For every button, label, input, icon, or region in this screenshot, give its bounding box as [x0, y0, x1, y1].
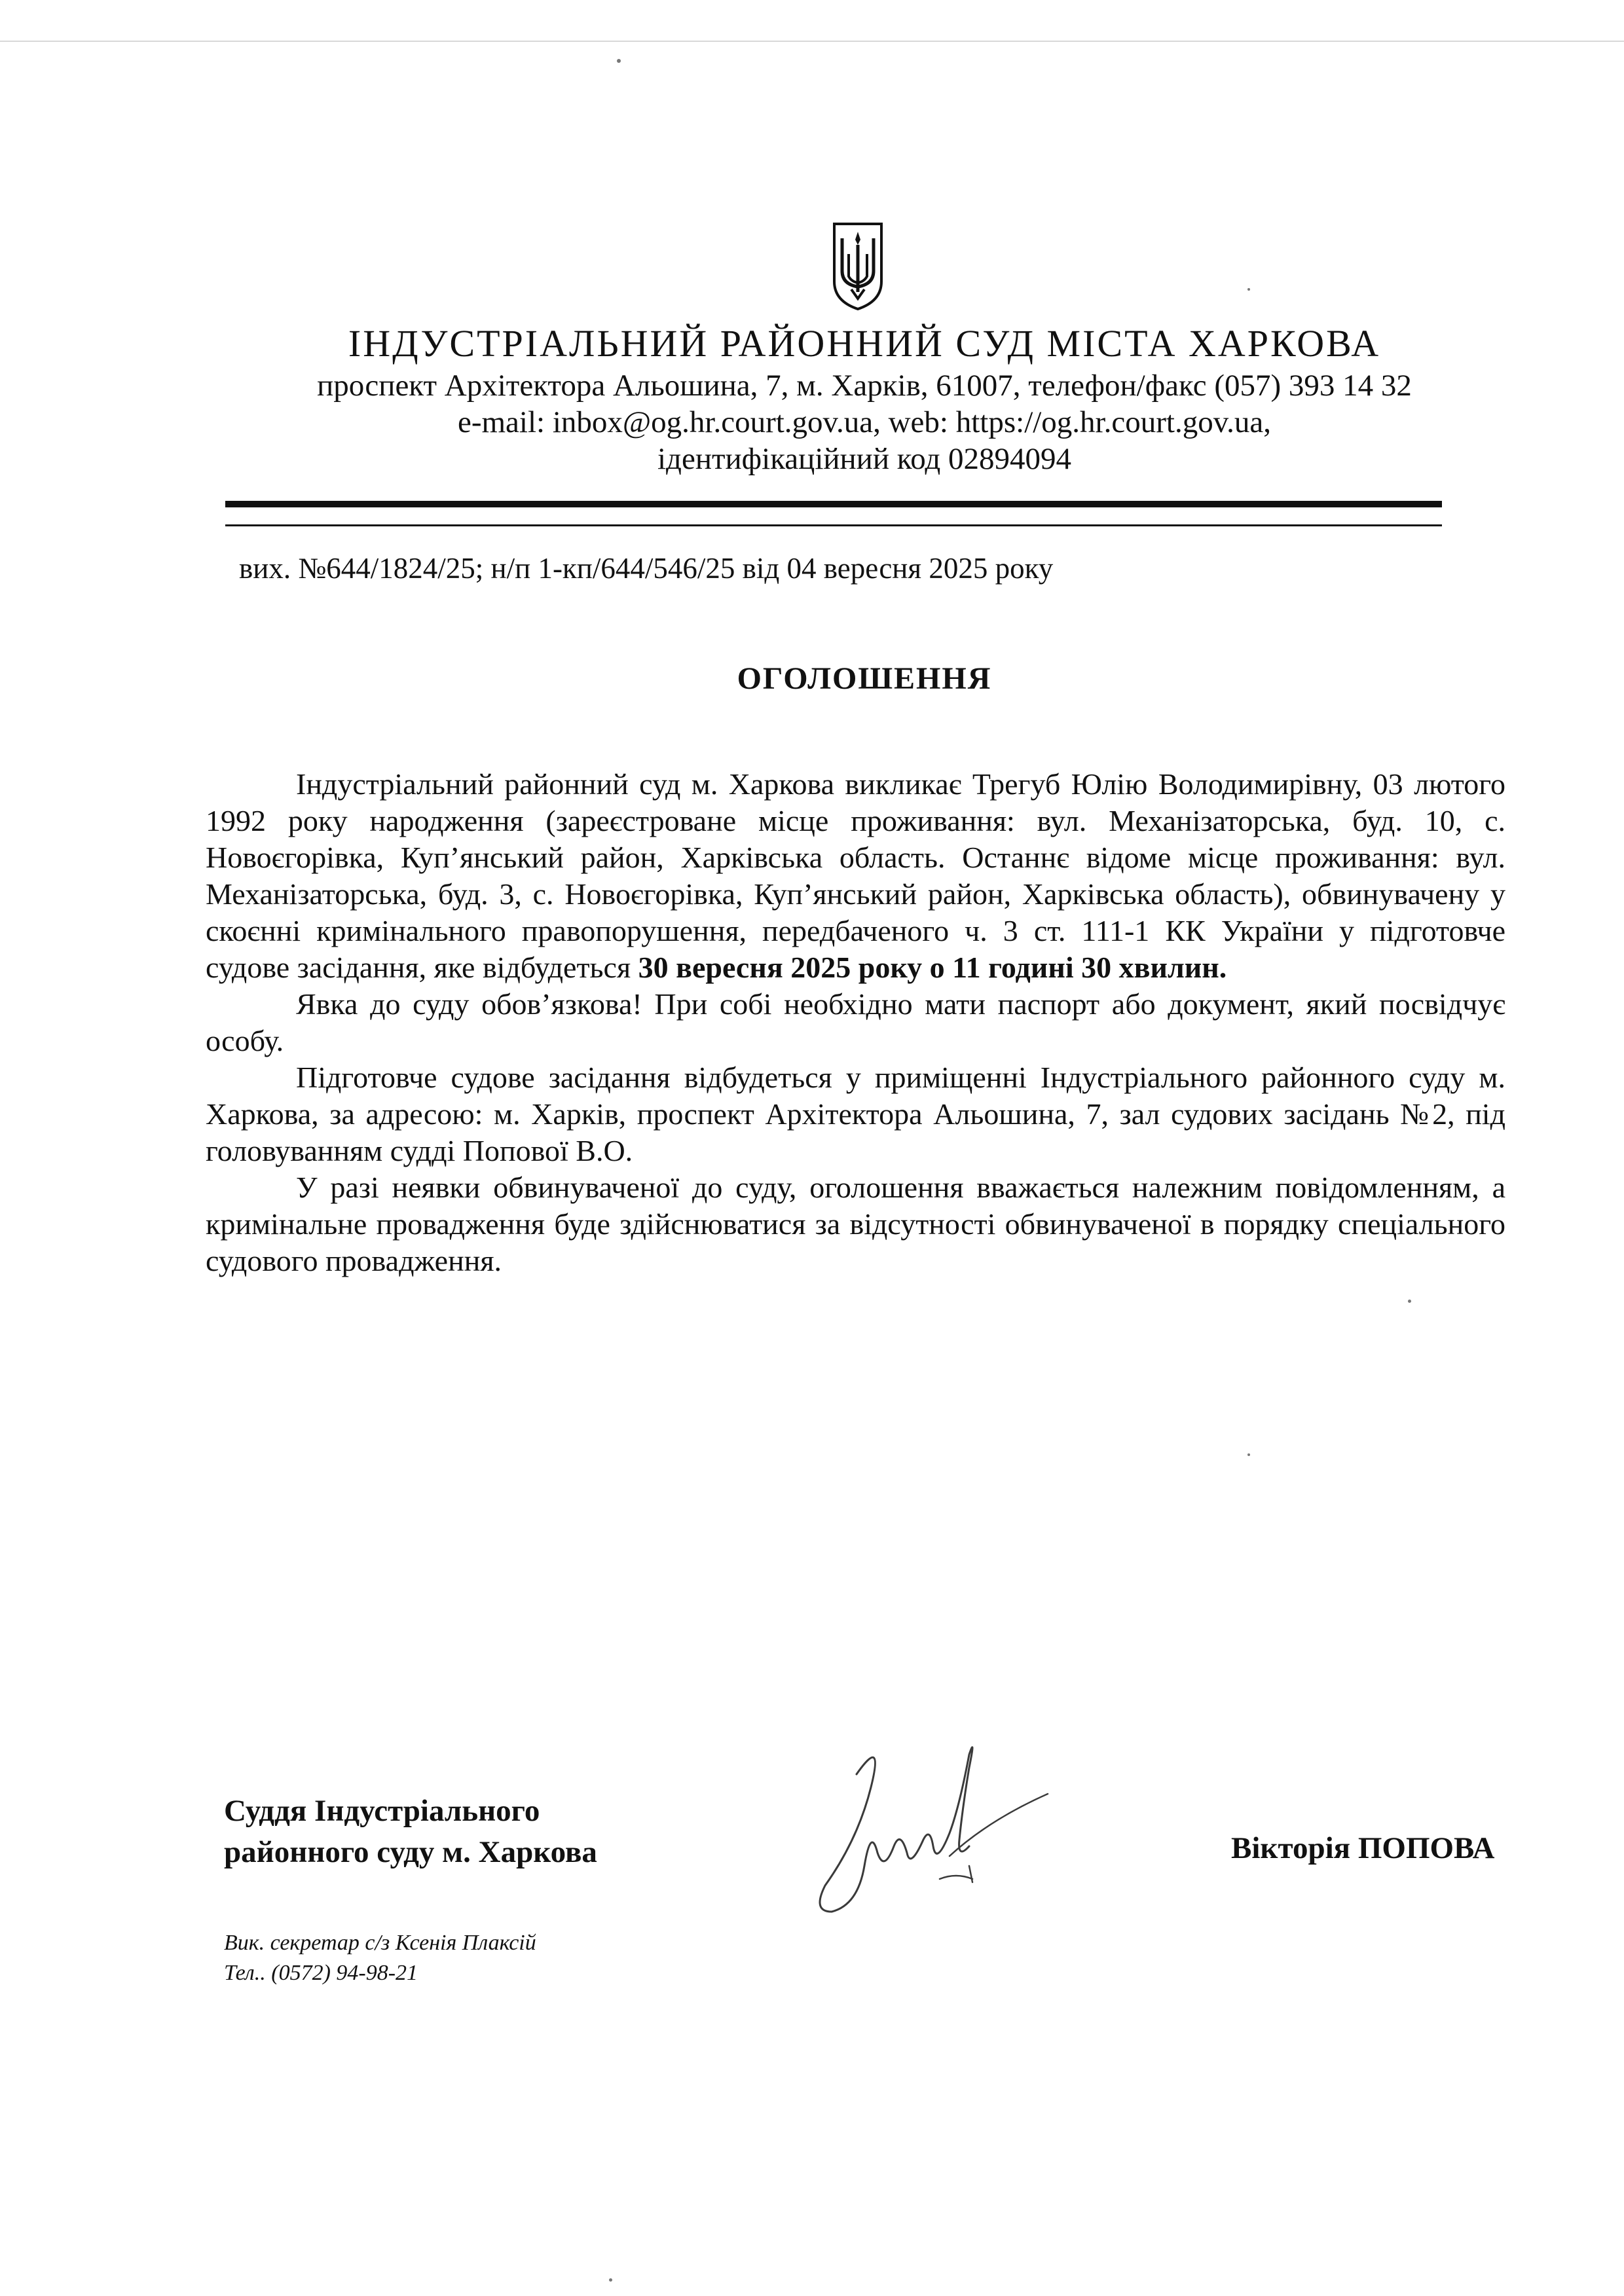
executor-phone: Тел.. (0572) 94-98-21: [224, 1961, 418, 1985]
header-divider-thick: [225, 501, 1442, 507]
summons-text: Індустріальний районний суд м. Харкова викликає Трегуб Юлію Володимирівну, 03 лютого 1992 року народження (зареєстроване місце проживання: вул. Механізаторська, буд. 10, с. Новоєгорівка, Куп’янський район, Харківська область. Останнє відоме місце проживання: вул. Механізаторська, буд. 3, с. Новоєгорівка, Куп’янський район, Харківська область), обвинувачену у скоєнні кримінального правопорушення, передбаченого ч. 3 ст. 111-1 КК України у підготовче судове засідання, яке відбудеться: [206, 767, 1505, 984]
court-name: ІНДУСТРІАЛЬНИЙ РАЙОННИЙ СУД МІСТА ХАРКОВА: [348, 322, 1381, 365]
header-divider-thin: [225, 524, 1442, 526]
scan-speck: [617, 59, 621, 63]
scan-speck: [1247, 288, 1250, 291]
scan-speck: [609, 2278, 612, 2282]
paragraph-summons: [206, 766, 1505, 986]
hearing-date-time: 30 вересня 2025 року о 11 годині 30 хвилин.: [638, 951, 1227, 984]
ukraine-trident-coat-of-arms-icon: [832, 221, 884, 312]
outgoing-reference: вих. №644/1824/25; н/п 1-кп/644/546/25 від 04 вересня 2025 року: [239, 552, 1054, 585]
court-id-code: ідентифікаційний код 02894094: [657, 442, 1071, 476]
court-contacts: e-mail: inbox@og.hr.court.gov.ua, web: https://og.hr.court.gov.ua,: [457, 405, 1271, 439]
scan-speck: [1408, 1300, 1411, 1303]
paragraph-hearing-location: Підготовче судове засідання відбудеться у приміщенні Індустріального районного суду м. Харкова, за адресою: м. Харків, проспект Архітектора Альошина, 7, зал судових засідань №2, під головуванням судді Попової В.О.: [206, 1061, 1505, 1167]
executor-info: [224, 1928, 536, 1988]
scan-speck: [1247, 1453, 1250, 1456]
handwritten-signature-icon: [773, 1715, 1061, 1931]
judge-position-line1: Суддя Індустріального: [224, 1794, 540, 1828]
paragraph-non-appearance: У разі неявки обвинуваченої до суду, оголошення вважається належним повідомленням, а кримінальне провадження буде здійснюватися за відсутності обвинуваченої в порядку спеціального судового провадження.: [206, 1171, 1505, 1277]
judge-position: [224, 1791, 597, 1873]
announcement-body: [206, 766, 1505, 1279]
court-address: проспект Архітектора Альошина, 7, м. Харків, 61007, телефон/факс (057) 393 14 32: [317, 369, 1412, 403]
document-title: ОГОЛОШЕННЯ: [737, 661, 992, 696]
judge-name: Вікторія ПОПОВА: [1231, 1831, 1495, 1865]
judge-position-line2: районного суду м. Харкова: [224, 1835, 597, 1869]
executor-secretary: Вик. секретар с/з Ксенія Плаксій: [224, 1931, 536, 1955]
page-top-edge: [0, 41, 1624, 42]
paragraph-attendance: Явка до суду обов’язкова! При собі необхідно мати паспорт або документ, який посвідчує особу.: [206, 987, 1505, 1057]
